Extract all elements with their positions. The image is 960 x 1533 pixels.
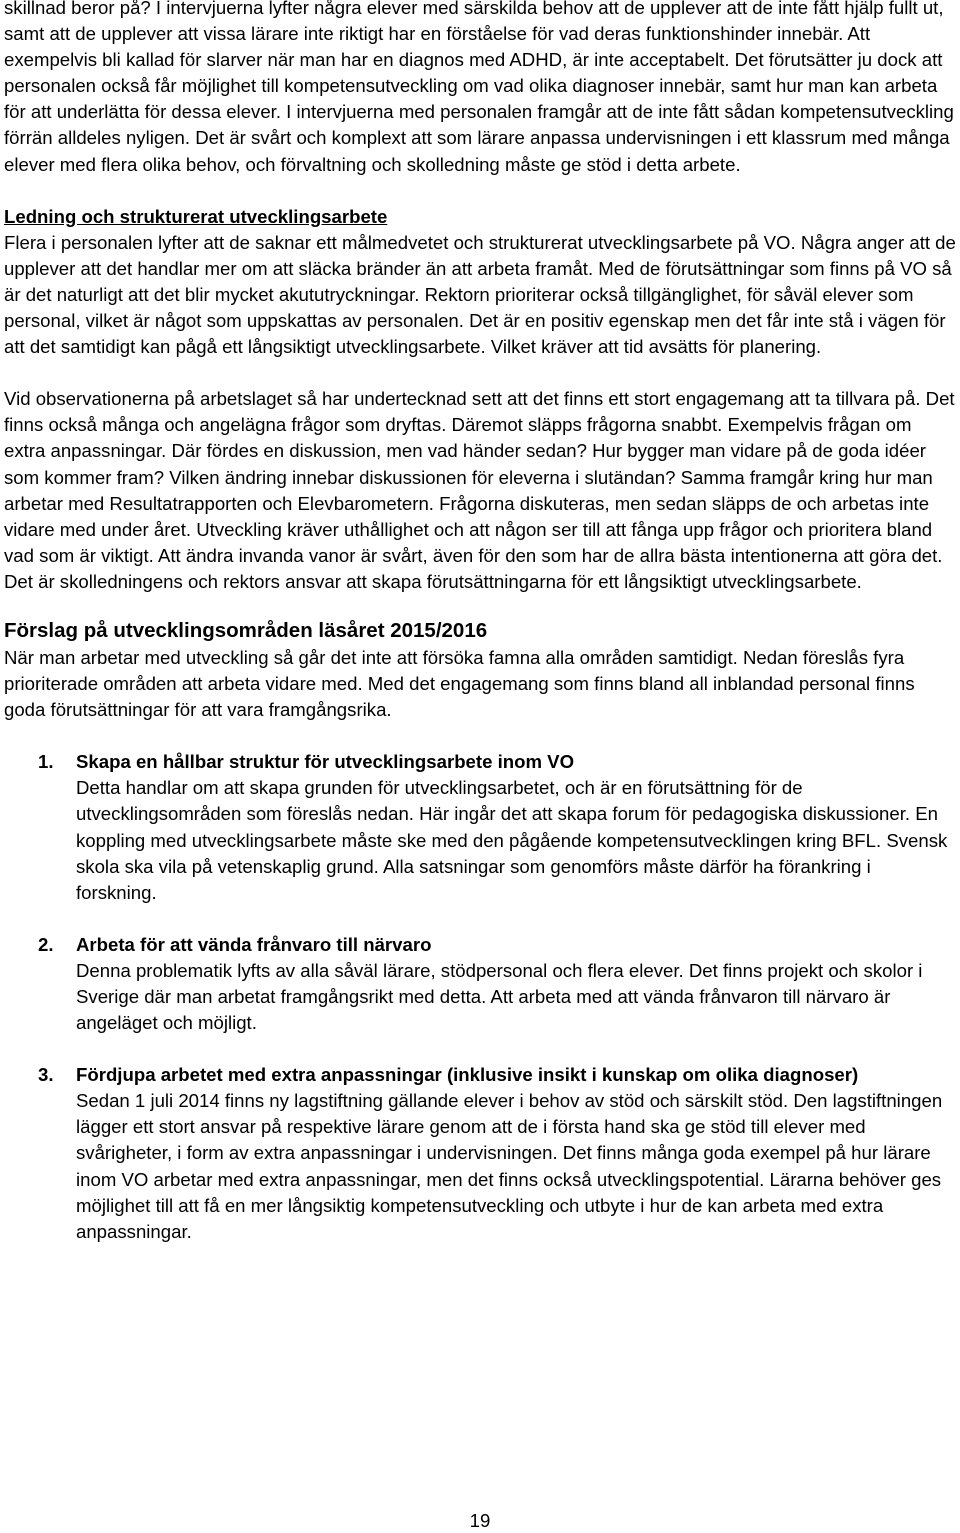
section-heading: Ledning och strukturerat utvecklingsarbete <box>4 205 388 227</box>
section-text: Flera i personalen lyfter att de saknar ett målmedvetet och strukturerat utvecklingsarbete på VO. Några anger att de upplever att det handlar mer om att släcka bränder än att arbeta framåt. Med de förutsättningar som finns på VO så är det naturligt att det blir mycket akututryckningar. Rektorn prioriterar också tillgänglighet, för såväl elever som personal, vilket är något som uppskattas av personalen. Det är en positiv egenskap men det får inte stå i vägen för att det samtidigt kan pågå ett långsiktigt utvecklingsarbete. Vilket kräver att tid avsätts för planering. <box>4 231 956 358</box>
section-title: Förslag på utvecklingsområden läsåret 2015/2016 <box>4 618 488 642</box>
list-item-title: Fördjupa arbetet med extra anpassningar (inklusive insikt i kunskap om olika diagnoser) <box>76 1064 859 1086</box>
list-item-title: Arbeta för att vända frånvaro till närvaro <box>76 933 432 955</box>
list-number: 2. <box>38 933 54 955</box>
section-leadership <box>4 204 956 361</box>
list-item <box>4 749 956 906</box>
list-item-text: Detta handlar om att skapa grunden för utvecklingsarbetet, och är en förutsättning för de utvecklingsområden som föreslås nedan. Här ingår det att skapa forum för pedagogiska diskussioner. En koppling med utvecklingsarbete måste ske med den pågående kompetensutvecklingen kring BFL. Svensk skola ska vila på vetenskaplig grund. Alla satsningar som genomförs måste därför ha förankring i forskning. <box>76 777 948 903</box>
paragraph-observations: Vid observationerna på arbetslaget så har undertecknad sett att det finns ett stort engagemang att ta tillvara på. Det finns också många och angelägna frågor som dryftas. Däremot släpps frågorna snabbt. Exempelvis frågan om extra anpassningar. Där fördes en diskussion, men vad händer sedan? Hur bygger man vidare på de goda idéer som kommer fram? Vilken ändring innebar diskussionen för eleverna i slutändan? Samma framgår kring hur man arbetar med Resultatrapporten och Elevbarometern. Frågorna diskuteras, men sedan släpps de och arbetas inte vidare med under året. Utveckling kräver uthållighet och att någon ser till att fånga upp frågor och prioritera bland vad som är viktigt. Att ändra invanda vanor är svårt, även för den som har de allra bästa intentionerna att göra det. Det är skolledningens och rektors ansvar att skapa förutsättningarna för ett långsiktigt utvecklingsarbete. <box>4 388 955 592</box>
list-item-text: Denna problematik lyfts av alla såväl lärare, stödpersonal och flera elever. Det finns projekt och skolor i Sverige där man arbetat framgångsrikt med detta. Att arbeta med att vända frånvaron till närvaro är angeläget och möjligt. <box>76 959 923 1034</box>
page-number: 19 <box>469 1510 491 1531</box>
list-item-text: Sedan 1 juli 2014 finns ny lagstiftning gällande elever i behov av stöd och särskilt stöd. Den lagstiftningen lägger ett stort ansvar på respektive lärare genom att de i första hand ska ge stöd till elever med svårigheter, i form av extra anpassningar i undervisningen. Det finns många goda exempel på hur lärare inom VO arbetar med extra anpassningar, men det finns också utvecklingspotential. Lärarna behöver ges möjlighet till att få en mer långsiktig kompetensutveckling och utbyte i hur de kan arbeta med extra anpassningar. <box>76 1090 943 1242</box>
section-intro: När man arbetar med utveckling så går det inte att försöka famna alla områden samtidigt. Nedan föreslås fyra prioriterade områden att arbeta vidare med. Med det engagemang som finns bland all inblandad personal finns goda förutsättningar för att vara framgångsrika. <box>4 646 915 721</box>
document-page <box>4 0 956 1245</box>
list-item <box>4 1062 956 1245</box>
list-number: 3. <box>38 1064 54 1086</box>
list-item <box>4 932 956 1036</box>
list-item-title: Skapa en hållbar struktur för utvecklingsarbete inom VO <box>76 751 575 773</box>
paragraph-intro: skillnad beror på? I intervjuerna lyfter några elever med särskilda behov att de upplever att de inte fått hjälp fullt ut, samt att de upplever att vissa lärare inte riktigt har en förståelse för vad deras funktionshinder innebär. Att exempelvis bli kallad för slarver när man har en diagnos med ADHD, är inte acceptabelt. Det förutsätter ju dock att personalen också får möjlighet till kompetensutveckling om vad olika diagnoser innebär, samt hur man kan arbeta för att underlätta för dessa elever. I intervjuerna med personalen framgår att de inte fått sådan kompetensutveckling förrän alldeles nyligen. Det är svårt och komplext att som lärare anpassa undervisningen i ett klassrum med många elever med flera olika behov, och förvaltning och skolledning måste ge stöd i detta arbete. <box>4 0 954 175</box>
list-number: 1. <box>38 751 54 773</box>
